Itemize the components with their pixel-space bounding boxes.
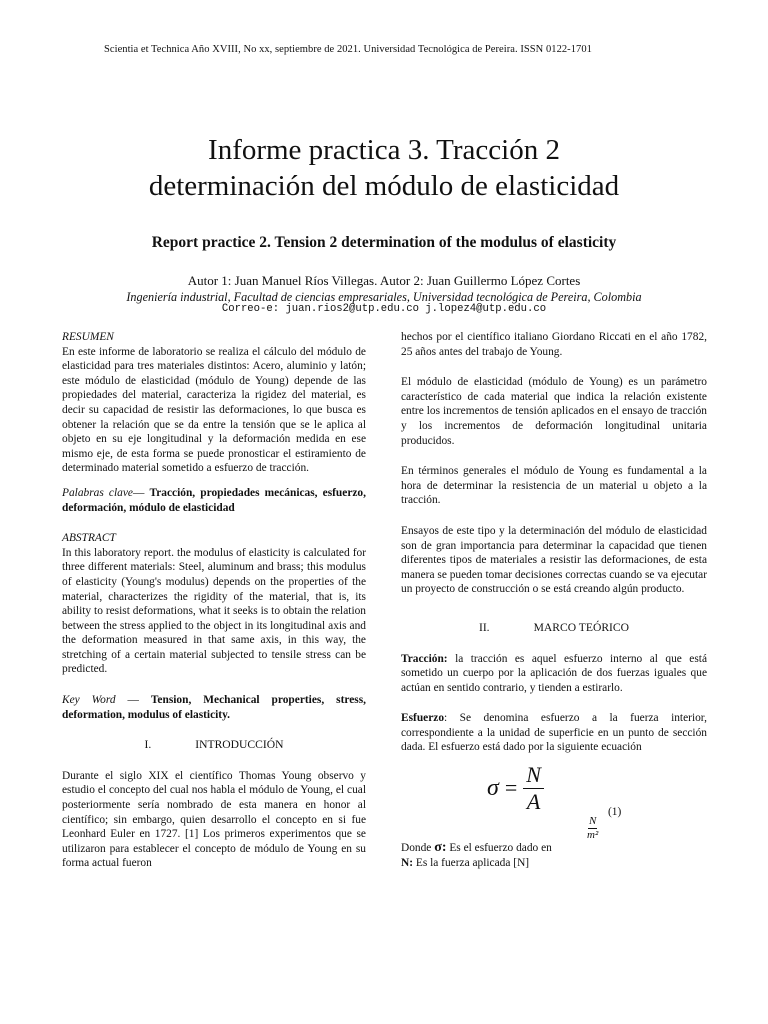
equation-denominator: A xyxy=(526,789,541,815)
unit-denominator: m² xyxy=(587,829,599,842)
tests-importance: Ensayos de este tipo y la determinación del módulo de elasticidad son de gran importancia para determinar la capacidad que tienen diferentes tipos de materiales a resistir las deformaciones, de esta manera se pueden tomar decisiones correctas cuando se va ejecutar un proyecto de construcción o se está creando algún producto. xyxy=(401,524,707,596)
keywords-dash: — xyxy=(115,694,151,707)
paper-title xyxy=(0,132,768,204)
palabras-clave-label: Palabras clave xyxy=(62,486,133,499)
palabras-clave-dash: — xyxy=(132,486,150,499)
intro-text: Durante el siglo XIX el científico Thomas Young observo y estudio el concepto del cual nos habla el módulo de Young, el cual posteriormente sería nombrado de esta manera en honor al científico; sin embargo, quien desarrollo el concepto en si fue Leonhard Euler en 1727. [1] Los primeros experimentos que se utilizaron para establecer el concepto de módulo de Young en su forma actual fueron xyxy=(62,769,366,870)
section-2-number: II. xyxy=(478,620,490,634)
abstract-heading: ABSTRACT xyxy=(62,532,116,545)
email: Correo-e: juan.rios2@utp.edu.co j.lopez4@utp.edu.co xyxy=(221,303,547,315)
equation-numerator: N xyxy=(523,763,544,789)
equation-equals: = xyxy=(504,775,518,801)
paper-subtitle: Report practice 2. Tension 2 determination of the modulus of elasticity xyxy=(151,234,617,251)
young-importance: En términos generales el módulo de Young es fundamental a la hora de determinar la resistencia de un material u objeto a la tracción. xyxy=(401,465,707,507)
traccion-definition xyxy=(401,652,707,696)
stress-equation xyxy=(401,757,707,819)
right-column xyxy=(401,330,707,870)
palabras-clave xyxy=(62,486,366,515)
intro-continued: hechos por el científico italiano Giordano Riccati en el año 1782, 25 años antes del trabajo de Young. xyxy=(401,331,707,358)
donde-n-line xyxy=(401,856,707,871)
unit-fraction xyxy=(587,815,598,842)
donde-label: Donde xyxy=(401,842,435,855)
section-1-title: INTRODUCCIÓN xyxy=(195,738,284,752)
traccion-term: Tracción: xyxy=(401,652,448,665)
equation-sigma: σ xyxy=(487,775,499,802)
resumen-heading: RESUMEN xyxy=(62,331,114,343)
title-line-1: Informe practica 3. Tracción 2 xyxy=(208,134,560,166)
equation-fraction xyxy=(523,763,544,814)
journal-header: Scientia et Technica Año XVIII, No xx, septiembre de 2021. Universidad Tecnológica de Pereira. ISSN 0122-1701 xyxy=(104,44,592,55)
sigma-description: Es el esfuerzo dado en xyxy=(446,842,552,855)
section-1-number: I. xyxy=(144,738,152,752)
resumen-text: En este informe de laboratorio se realiza el cálculo del módulo de elasticidad para tres materiales distintos: Acero, aluminio y latón; este módulo de elasticidad (módulo de Young) depende de las propiedades del material, caracteriza la rigidez del material, es decir su capacidad de resistir las deformaciones, lo que busca es obtener la relación que se da entre la tensión que se le aplica al objeto en su eje longitudinal y la deformación medida en ese mismo eje, de esta forma se puede pronosticar el estiramiento de determinado material sometido a esfuerzo de tracción. xyxy=(62,345,366,475)
section-2-heading xyxy=(401,621,707,636)
donde-sigma-line xyxy=(401,815,707,856)
title-line-2: determinación del módulo de elasticidad xyxy=(148,170,620,202)
authors: Autor 1: Juan Manuel Ríos Villegas. Autor 2: Juan Guillermo López Cortes xyxy=(187,273,581,288)
esfuerzo-text: : Se denomina esfuerzo a la fuerza interior, correspondiente a la unidad de superficie en un punto de sección dada. El esfuerzo está dado por la siguiente ecuación xyxy=(401,712,707,754)
palabras-clave-list: Tracción, propiedades mecánicas, esfuerzo, deformación, módulo de elasticidad xyxy=(62,486,366,514)
sigma-symbol: σ: xyxy=(434,840,447,856)
esfuerzo-definition xyxy=(401,711,707,755)
equation-number: (1) xyxy=(608,806,622,819)
traccion-text: la tracción es aquel esfuerzo interno al que está sometido un cuerpo por la aplicación de dos fuerzas iguales que actúan en sentido contrario, y tienden a estirarlo. xyxy=(401,652,707,694)
abstract-text: In this laboratory report. the modulus of elasticity is calculated for three different materials: Steel, aluminum and brass; this modulus of elasticity (Young's modulus) depends on the properties of the material, characterizes the rigidity of the material, that is, its ability to resist deformations, what it seeks is to obtain the relation between the stress applied to the object in its longitudinal axis and the deformation measured in that same axis, in this way, the stretching of a certain material subjected to tensile stress can be predicted. xyxy=(62,546,366,676)
section-1-heading xyxy=(62,738,366,753)
young-definition: El módulo de elasticidad (módulo de Young) es un parámetro característico de cada material que indica la relación existente entre los incrementos de tensión aplicados en el ensayo de tracción y los incrementos de deformación longitudinal unitaria producidos. xyxy=(401,376,707,447)
keywords-label: Key Word xyxy=(62,694,116,707)
section-2-title: MARCO TEÓRICO xyxy=(533,620,630,634)
n-term: N: xyxy=(401,856,414,869)
keywords xyxy=(62,693,366,722)
left-column xyxy=(62,330,366,871)
n-description: Es la fuerza aplicada [N] xyxy=(413,856,530,869)
esfuerzo-term: Esfuerzo xyxy=(401,712,445,725)
unit-numerator: N xyxy=(588,815,597,828)
keywords-list: Tension, Mechanical properties, stress, deformation, modulus of elasticity. xyxy=(62,694,366,721)
affiliation: Ingeniería industrial, Facultad de ciencias empresariales, Universidad tecnológica de Pereira, Colombia xyxy=(126,290,642,304)
